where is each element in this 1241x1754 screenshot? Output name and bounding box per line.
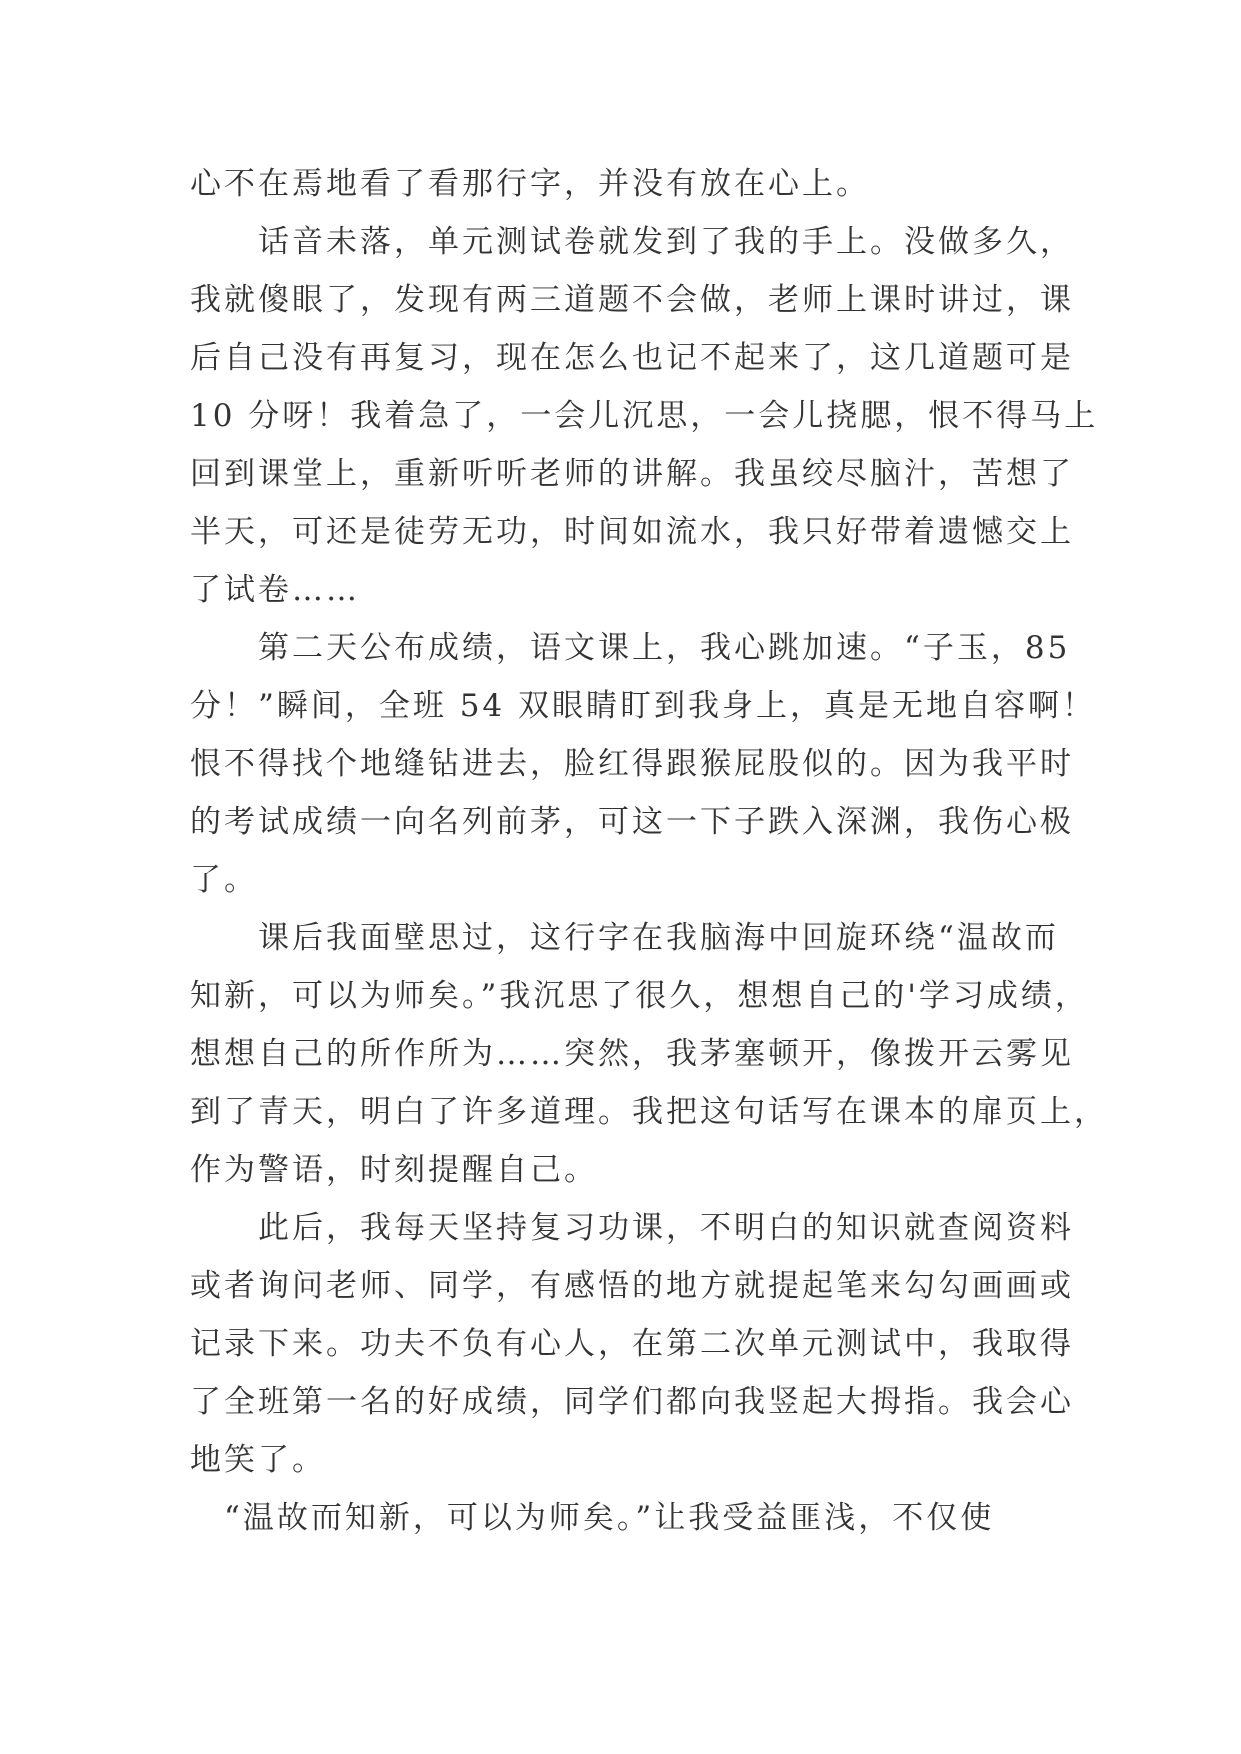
text-line: 话音未落，单元测试卷就发到了我的手上。没做多久， <box>190 224 1074 260</box>
text-line: 了全班第一名的好成绩，同学们都向我竖起大拇指。我会心 <box>190 1384 1074 1420</box>
text-line: 恨不得找个地缝钻进去，脸红得跟猴屁股似的。因为我平时 <box>190 746 1074 782</box>
text-line: 课后我面壁思过，这行字在我脑海中回旋环绕“温故而 <box>190 920 1059 956</box>
text-line: 此后，我每天坚持复习功课，不明白的知识就查阅资料 <box>190 1210 1074 1246</box>
text-line: 到了青天，明白了许多道理。我把这句话写在课本的扉页上， <box>190 1094 1108 1130</box>
text-line: 的考试成绩一向名列前茅，可这一下子跌入深渊，我伤心极 <box>190 804 1074 840</box>
essay-text <box>190 155 1108 1547</box>
text-line: 记录下来。功夫不负有心人，在第二次单元测试中，我取得 <box>190 1326 1074 1362</box>
text-line: 后自己没有再复习，现在怎么也记不起来了，这几道题可是 <box>190 340 1074 376</box>
text-line: 半天，可还是徒劳无功，时间如流水，我只好带着遗憾交上 <box>190 514 1074 550</box>
text-line: 回到课堂上，重新听听老师的讲解。我虽绞尽脑汁，苦想了 <box>190 456 1074 492</box>
text-line: 作为警语，时刻提醒自己。 <box>190 1152 598 1188</box>
text-line: 了。 <box>190 862 258 898</box>
text-line: 心不在焉地看了看那行字，并没有放在心上。 <box>190 166 870 202</box>
text-line: 分！”瞬间，全班 54 双眼睛盯到我身上，真是无地自容啊！ <box>190 688 1096 724</box>
text-line: 第二天公布成绩，语文课上，我心跳加速。“子玉，85 <box>190 630 1071 666</box>
text-line: 知新，可以为师矣。”我沉思了很久，想想自己的'学习成绩， <box>190 978 1089 1014</box>
text-line: 想想自己的所作所为……突然，我茅塞顿开，像拨开云雾见 <box>190 1036 1074 1072</box>
text-line: 10 分呀！我着急了，一会儿沉思，一会儿挠腮，恨不得马上 <box>190 398 1099 434</box>
text-line: “温故而知新，可以为师矣。”让我受益匪浅，不仅使 <box>190 1500 995 1536</box>
text-line: 我就傻眼了，发现有两三道题不会做，老师上课时讲过，课 <box>190 282 1074 318</box>
text-line: 了试卷…… <box>190 572 360 608</box>
text-line: 地笑了。 <box>190 1442 326 1478</box>
text-line: 或者询问老师、同学，有感悟的地方就提起笔来勾勾画画或 <box>190 1268 1074 1304</box>
